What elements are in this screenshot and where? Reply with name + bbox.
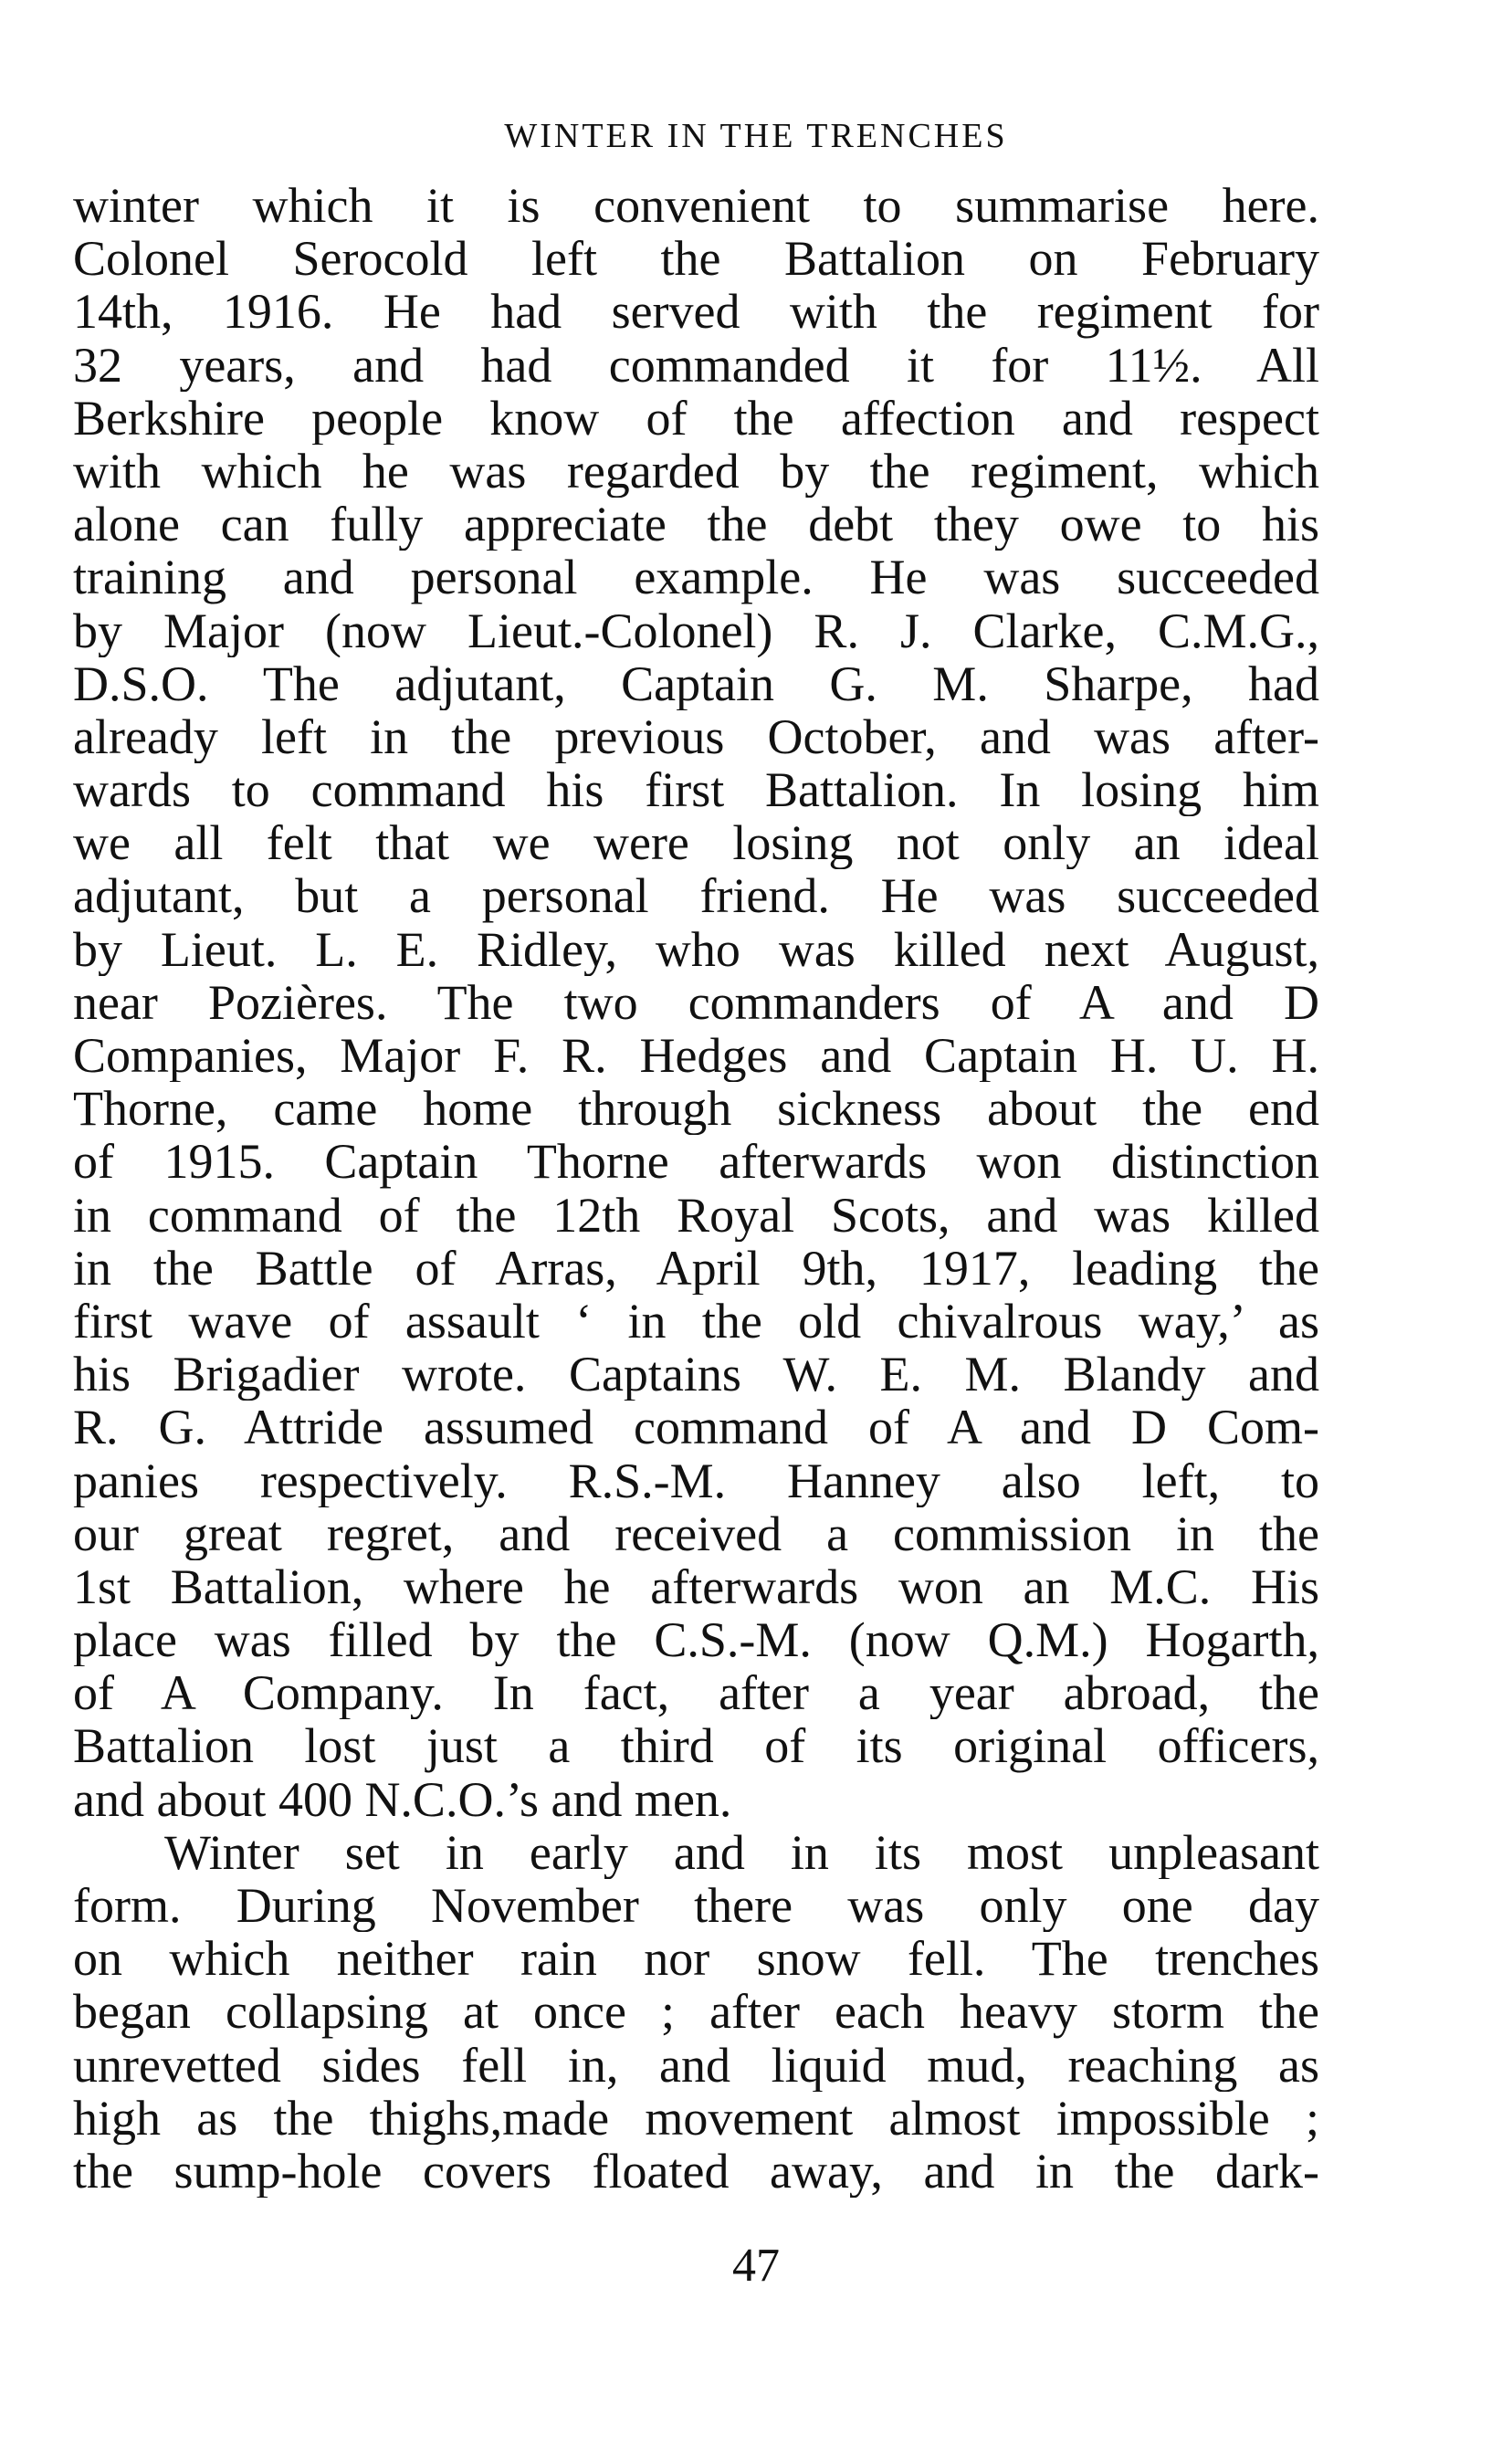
text-line: in the Battle of Arras, April 9th, 1917, leading the (73, 1241, 1319, 1295)
text-line: and about 400 N.C.O.’s and men. (73, 1772, 732, 1826)
text-line: 1st Battalion, where he afterwards won an M.C. His (73, 1559, 1319, 1614)
text-line: by Lieut. L. E. Ridley, who was killed next August, (73, 922, 1319, 976)
text-line: form. During November there was only one day (73, 1879, 1319, 1933)
text-line: already left in the previous October, and was after- (73, 709, 1319, 764)
text-line: began collapsing at once ; after each heavy storm the (73, 1985, 1319, 2039)
paragraph-2 (73, 1826, 1319, 2198)
text-line: his Brigadier wrote. Captains W. E. M. Blandy and (73, 1348, 1319, 1401)
text-line: 32 years, and had commanded it for 11½. All (73, 338, 1319, 392)
text-line: panies respectively. R.S.-M. Hanney also left, to (73, 1454, 1319, 1507)
text-line: R. G. Attride assumed command of A and D Com- (73, 1401, 1319, 1454)
text-line: Winter set in early and in its most unpleasant (164, 1825, 1319, 1879)
text-line: training and personal example. He was succeeded (73, 551, 1319, 604)
text-line: our great regret, and received a commission in the (73, 1506, 1319, 1560)
text-line: unrevetted sides fell in, and liquid mud, reaching as (73, 2038, 1319, 2092)
text-line: of 1915. Captain Thorne afterwards won distinction (73, 1135, 1319, 1189)
text-line: 14th, 1916. He had served with the regiment for (73, 285, 1319, 339)
text-line: Battalion lost just a third of its original officers, (73, 1719, 1319, 1773)
text-line: with which he was regarded by the regiment, which (73, 444, 1319, 499)
running-head: WINTER IN THE TRENCHES (504, 117, 1008, 155)
text-line: on which neither rain nor snow fell. The trenches (73, 1932, 1319, 1986)
text-line: of A Company. In fact, after a year abroad, the (73, 1666, 1319, 1720)
text-line: first wave of assault ‘ in the old chivalrous way,’ as (73, 1294, 1319, 1349)
text-line: high as the thighs,made movement almost impossible ; (73, 2091, 1319, 2145)
text-line: wards to command his first Battalion. In losing him (73, 763, 1319, 817)
text-line: the sump-hole covers floated away, and in the dark- (73, 2144, 1319, 2199)
text-line: Berkshire people know of the affection and respect (73, 391, 1319, 445)
text-line: D.S.O. The adjutant, Captain G. M. Sharpe, had (73, 656, 1319, 710)
page-number: 47 (732, 2240, 780, 2292)
body-text (73, 179, 1319, 2198)
text-line: winter which it is convenient to summarise here. (73, 179, 1319, 233)
text-line: we all felt that we were losing not only an ideal (73, 816, 1319, 870)
text-line: Thorne, came home through sickness about the end (73, 1082, 1319, 1136)
text-line: adjutant, but a personal friend. He was succeeded (73, 869, 1319, 923)
text-line: place was filled by the C.S.-M. (now Q.M.) Hogarth, (73, 1613, 1319, 1667)
text-line: Companies, Major F. R. Hedges and Captain H. U. H. (73, 1029, 1319, 1083)
text-line: near Pozières. The two commanders of A and D (73, 975, 1319, 1029)
text-line: in command of the 12th Royal Scots, and was killed (73, 1188, 1319, 1242)
text-line: by Major (now Lieut.-Colonel) R. J. Clarke, C.M.G., (73, 604, 1319, 657)
paragraph-1 (73, 179, 1319, 1826)
text-line: alone can fully appreciate the debt they owe to his (73, 498, 1319, 551)
text-line: Colonel Serocold left the Battalion on February (73, 232, 1319, 286)
